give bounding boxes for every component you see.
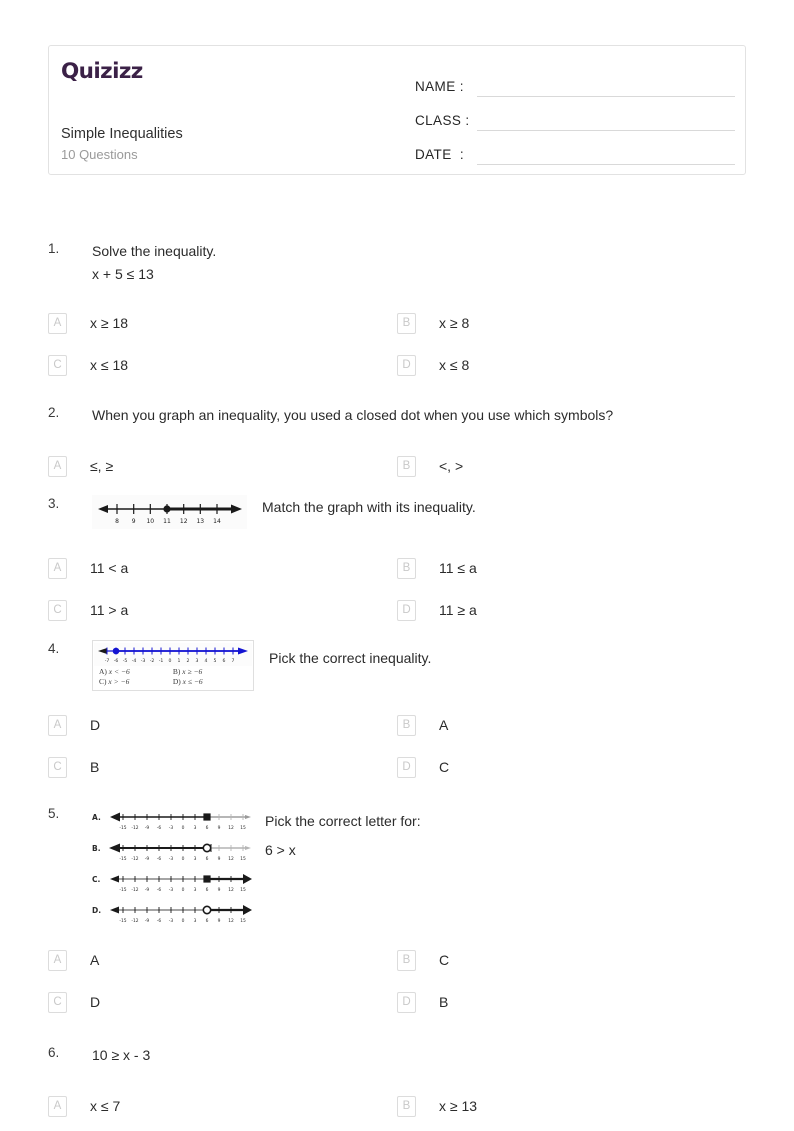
svg-text:-15: -15	[119, 825, 127, 831]
svg-text:-2: -2	[149, 659, 155, 664]
svg-text:-3: -3	[168, 918, 174, 924]
option-letter: A	[48, 558, 67, 579]
question-6	[48, 1044, 746, 1131]
svg-text:-6: -6	[156, 887, 162, 893]
option-a[interactable]	[48, 708, 397, 742]
svg-text:7: 7	[231, 659, 235, 664]
svg-text:-1: -1	[158, 659, 164, 664]
svg-text:0: 0	[181, 918, 185, 924]
class-field-row	[415, 97, 735, 131]
option-text: x ≥ 8	[439, 315, 470, 332]
svg-text:6: 6	[222, 659, 226, 664]
option-letter: D	[397, 757, 416, 778]
option-letter: C	[48, 757, 67, 778]
svg-text:-12: -12	[131, 856, 139, 862]
numberline-svg-b	[105, 839, 253, 865]
svg-text:9: 9	[217, 887, 221, 893]
name-field-input[interactable]	[477, 73, 735, 97]
option-letter: A	[48, 313, 67, 334]
option-c[interactable]	[48, 348, 397, 382]
option-text: 11 ≥ a	[439, 602, 477, 618]
option-letter: B	[397, 1096, 416, 1117]
option-b[interactable]	[397, 708, 746, 742]
svg-text:-12: -12	[131, 887, 139, 893]
option-a[interactable]	[48, 449, 397, 483]
answer-options	[48, 306, 746, 390]
svg-text:6: 6	[205, 856, 209, 862]
question-graphic	[92, 805, 253, 929]
option-c[interactable]	[48, 750, 397, 784]
svg-text:-3: -3	[168, 825, 174, 831]
question-text-line: 10 ≥ x - 3	[92, 1047, 151, 1063]
svg-text:-4: -4	[131, 659, 137, 664]
question-text-line: Pick the correct inequality.	[269, 650, 432, 666]
svg-text:-3: -3	[168, 887, 174, 893]
option-b[interactable]	[397, 449, 746, 483]
option-letter: D	[397, 600, 416, 621]
date-field-label: DATE :	[415, 147, 465, 162]
svg-text:9: 9	[131, 518, 136, 525]
quizizz-logo: Quizizz	[61, 59, 143, 84]
date-field-input[interactable]	[477, 141, 735, 165]
svg-text:9: 9	[217, 825, 221, 831]
key-value: x ≤ −6	[182, 677, 203, 687]
svg-text:13: 13	[196, 518, 205, 525]
choice-label: A.	[92, 813, 101, 822]
choice-label: B.	[92, 844, 101, 853]
svg-text:-3: -3	[140, 659, 146, 664]
svg-text:-12: -12	[131, 825, 139, 831]
svg-text:-6: -6	[113, 659, 119, 664]
svg-text:3: 3	[193, 918, 197, 924]
key-label: B)	[172, 667, 181, 676]
option-text: 11 > a	[90, 602, 129, 618]
option-text: B	[439, 994, 449, 1010]
svg-text:4: 4	[204, 659, 208, 664]
option-letter: A	[48, 950, 67, 971]
option-c[interactable]	[48, 985, 397, 1019]
svg-text:0: 0	[181, 887, 185, 893]
svg-text:-9: -9	[144, 887, 150, 893]
option-c[interactable]	[48, 593, 397, 627]
option-letter: C	[48, 600, 67, 621]
option-d[interactable]	[397, 750, 746, 784]
svg-text:6: 6	[205, 918, 209, 924]
svg-text:15: 15	[240, 887, 246, 893]
option-letter: A	[48, 715, 67, 736]
numberline-svg-c	[105, 870, 253, 896]
option-letter: B	[397, 715, 416, 736]
svg-text:6: 6	[205, 887, 209, 893]
question-number: 3.	[48, 496, 60, 511]
question-5	[48, 805, 746, 1027]
svg-text:1: 1	[177, 659, 181, 664]
svg-text:8: 8	[115, 518, 119, 525]
option-text: A	[439, 717, 449, 734]
answer-options	[48, 943, 746, 1027]
numberline-graphic-q4	[92, 640, 254, 691]
option-text: x ≥ 18	[90, 315, 129, 332]
option-a[interactable]	[48, 551, 397, 585]
option-text: x ≤ 18	[90, 357, 129, 374]
option-b[interactable]	[397, 306, 746, 340]
name-field-label: NAME :	[415, 79, 464, 94]
student-info-fields	[415, 63, 735, 165]
question-3	[48, 495, 746, 635]
question-number: 6.	[48, 1045, 60, 1060]
numberline-svg-a	[105, 808, 253, 834]
question-text-line: Match the graph with its inequality.	[262, 499, 476, 515]
option-letter: B	[397, 313, 416, 334]
question-text-line: x + 5 ≤ 13	[92, 266, 154, 283]
svg-text:12: 12	[228, 825, 234, 831]
key-label: A)	[99, 667, 107, 676]
option-a[interactable]	[48, 943, 397, 977]
svg-text:-6: -6	[156, 825, 162, 831]
svg-text:9: 9	[217, 856, 221, 862]
option-text: ≤, ≥	[90, 458, 114, 475]
svg-text:-12: -12	[131, 918, 139, 924]
svg-text:-9: -9	[144, 918, 150, 924]
option-letter: B	[397, 950, 416, 971]
option-d[interactable]	[397, 985, 746, 1019]
option-text: A	[90, 952, 100, 968]
numberline-choice-c	[92, 867, 253, 898]
question-text-line: When you graph an inequality, you used a closed dot when you use which symbols?	[92, 407, 614, 423]
option-letter: D	[397, 992, 416, 1013]
svg-text:15: 15	[240, 856, 246, 862]
svg-text:-6: -6	[156, 856, 162, 862]
page-title: Simple Inequalities	[61, 126, 183, 142]
option-letter: D	[397, 355, 416, 376]
question-4	[48, 640, 746, 792]
question-graphic	[92, 495, 247, 529]
svg-text:3: 3	[193, 825, 197, 831]
key-value: x < −6	[108, 667, 130, 676]
svg-text:12: 12	[228, 887, 234, 893]
option-text: 11 ≤ a	[439, 560, 477, 576]
key-value: x ≥ −6	[182, 667, 203, 676]
svg-text:3: 3	[193, 856, 197, 862]
svg-text:-15: -15	[119, 918, 127, 924]
class-field-input[interactable]	[477, 107, 735, 131]
svg-text:3: 3	[195, 659, 199, 664]
worksheet-header	[48, 45, 746, 175]
numberline-choices-q5	[92, 805, 253, 929]
svg-text:11: 11	[163, 518, 171, 525]
option-a[interactable]	[48, 306, 397, 340]
option-text: D	[90, 994, 101, 1010]
answer-key-block	[94, 666, 252, 689]
option-text: x ≥ 13	[439, 1098, 478, 1115]
option-a[interactable]	[48, 1089, 397, 1123]
question-1	[48, 240, 746, 390]
option-letter: B	[397, 456, 416, 477]
svg-text:12: 12	[179, 518, 188, 525]
class-field-label: CLASS :	[415, 113, 470, 128]
svg-text:3: 3	[193, 887, 197, 893]
svg-text:-6: -6	[156, 918, 162, 924]
option-text: C	[439, 759, 450, 776]
svg-text:9: 9	[217, 918, 221, 924]
choice-label: C.	[92, 875, 101, 884]
numberline-choice-b	[92, 836, 253, 867]
svg-text:6: 6	[205, 825, 209, 831]
question-graphic	[92, 640, 254, 691]
svg-text:12: 12	[228, 918, 234, 924]
option-letter: C	[48, 992, 67, 1013]
svg-text:-5: -5	[122, 659, 128, 664]
option-text: x ≤ 7	[90, 1098, 121, 1115]
option-text: x ≤ 8	[439, 357, 470, 374]
option-letter: A	[48, 1096, 67, 1117]
choice-label: D.	[92, 906, 102, 915]
question-2	[48, 404, 746, 491]
numberline-svg-d	[105, 901, 253, 927]
numberline-svg	[94, 643, 252, 666]
svg-text:-7: -7	[104, 659, 110, 664]
question-count: 10 Questions	[61, 147, 138, 162]
svg-text:0: 0	[181, 825, 185, 831]
option-text: C	[439, 952, 450, 968]
option-letter: A	[48, 456, 67, 477]
option-text: B	[90, 759, 100, 776]
question-number: 4.	[48, 641, 60, 656]
question-number: 2.	[48, 405, 60, 420]
svg-text:-3: -3	[168, 856, 174, 862]
svg-text:-15: -15	[119, 887, 127, 893]
option-b[interactable]	[397, 1089, 746, 1123]
answer-options	[48, 1089, 746, 1131]
numberline-choice-d	[92, 898, 253, 929]
date-field-row	[415, 131, 735, 165]
question-number: 1.	[48, 241, 60, 256]
option-d[interactable]	[397, 348, 746, 382]
answer-options	[48, 708, 746, 792]
svg-text:10: 10	[146, 518, 155, 525]
question-text-group	[253, 805, 421, 861]
key-value: x > −6	[108, 677, 130, 687]
key-label: C)	[99, 677, 107, 687]
svg-text:14: 14	[213, 518, 221, 525]
option-text: 11 < a	[90, 560, 129, 576]
numberline-graphic-q3	[92, 495, 247, 529]
question-number: 5.	[48, 806, 60, 821]
svg-text:-15: -15	[119, 856, 127, 862]
numberline-choice-a	[92, 805, 253, 836]
option-text: <, >	[439, 458, 464, 475]
svg-text:5: 5	[213, 659, 217, 664]
svg-text:0: 0	[181, 856, 185, 862]
option-b[interactable]	[397, 551, 746, 585]
question-text-line: 6 > x	[265, 842, 296, 858]
svg-text:0: 0	[168, 659, 172, 664]
option-d[interactable]	[397, 593, 746, 627]
option-letter: C	[48, 355, 67, 376]
svg-text:12: 12	[228, 856, 234, 862]
svg-text:-9: -9	[144, 856, 150, 862]
svg-text:-9: -9	[144, 825, 150, 831]
key-label: D)	[172, 677, 181, 687]
option-b[interactable]	[397, 943, 746, 977]
option-letter: B	[397, 558, 416, 579]
svg-text:15: 15	[240, 918, 246, 924]
question-text-line: Solve the inequality.	[92, 243, 217, 259]
name-field-row	[415, 63, 735, 97]
answer-options	[48, 551, 746, 635]
answer-options	[48, 449, 746, 491]
svg-text:15: 15	[240, 825, 246, 831]
option-text: D	[90, 717, 101, 734]
question-text-line: Pick the correct letter for:	[265, 813, 421, 829]
svg-text:2: 2	[186, 659, 190, 664]
